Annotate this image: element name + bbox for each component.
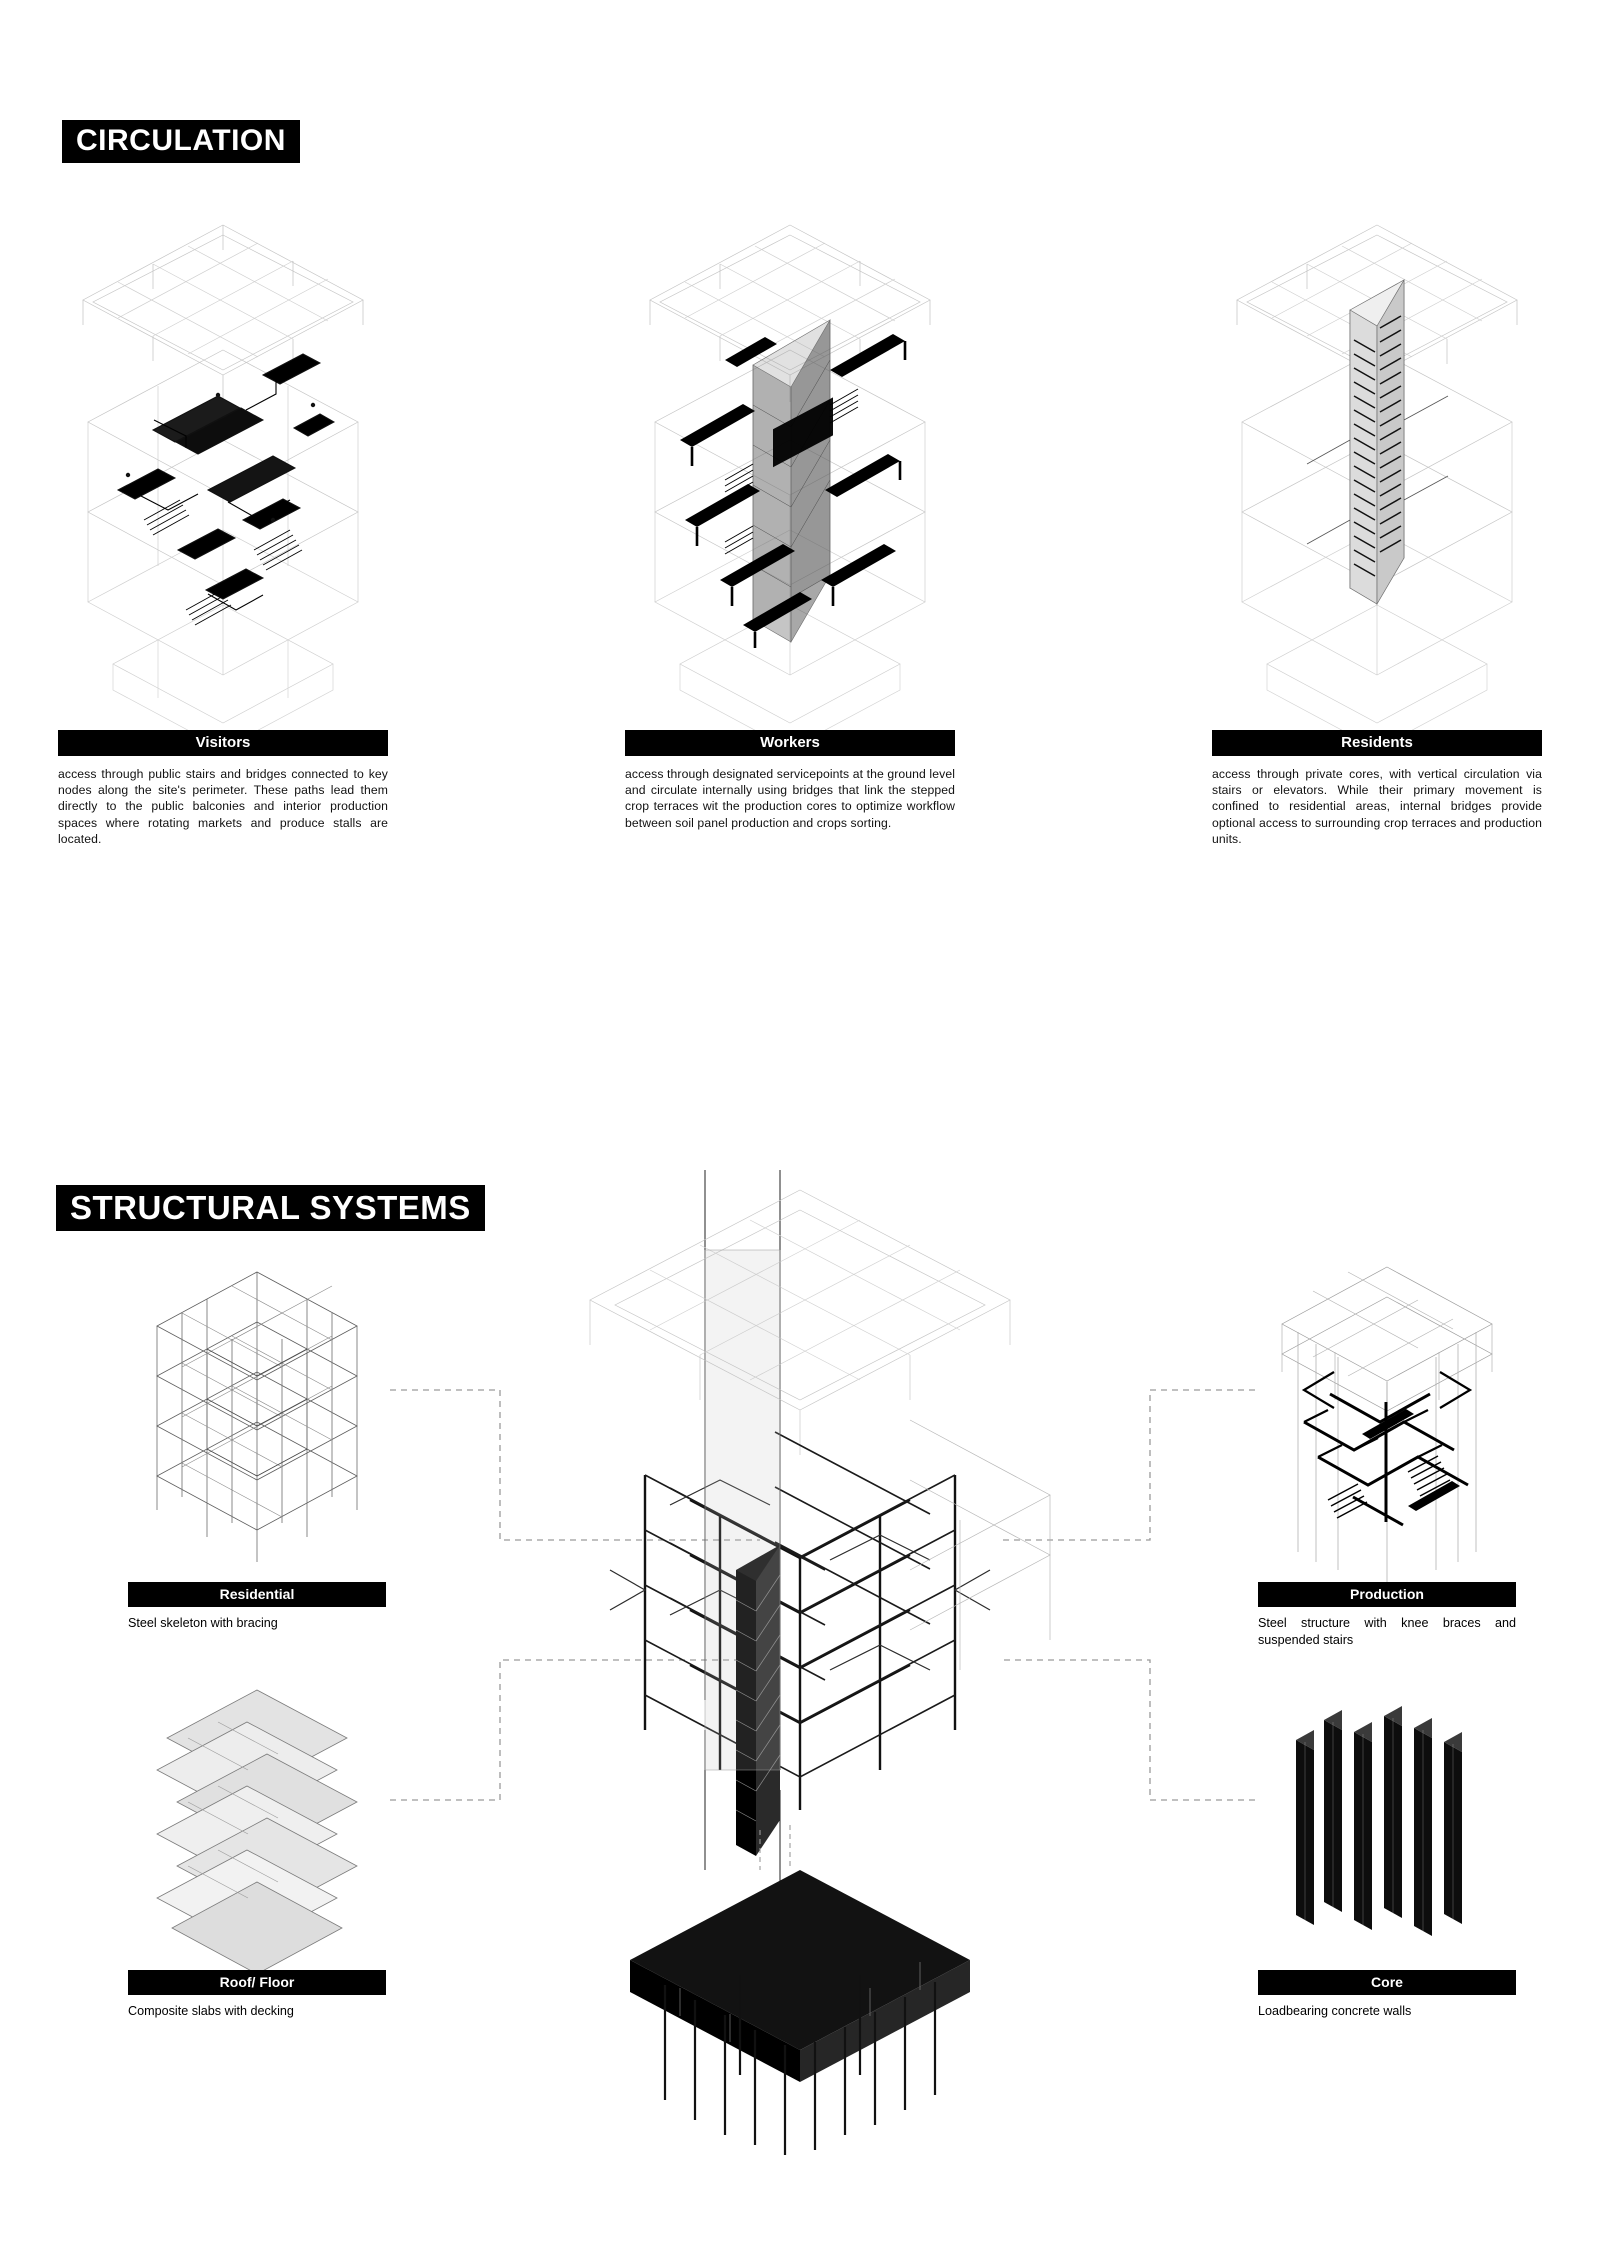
core-label: Core: [1258, 1970, 1516, 1995]
visitors-label: Visitors: [58, 730, 388, 756]
structural-item-core: [1258, 1680, 1516, 2020]
production-caption: Steel structure with knee braces and suspended stairs: [1258, 1616, 1516, 1647]
core-caption: Loadbearing concrete walls: [1258, 2004, 1412, 2018]
structural-item-roof-floor: [128, 1680, 386, 2020]
production-structure-diagram: [1258, 1252, 1516, 1582]
visitors-description: access through public stairs and bridges connected to key nodes along the site's perimeter. These paths lead them directly to the public balconies and interior production spaces where rotating markets and produce stalls are located.: [58, 767, 388, 846]
workers-description: access through designated servicepoints at the ground level and circulate internally using bridges that link the stepped crop terraces wit the production cores to optimize workflow between soil panel production and crops sorting.: [625, 767, 955, 830]
workers-axonometric-diagram: [625, 190, 955, 730]
structural-item-production: [1258, 1252, 1516, 1649]
circulation-column-residents: [1212, 190, 1542, 847]
structural-systems-area: [0, 1240, 1600, 2240]
production-label: Production: [1258, 1582, 1516, 1607]
visitors-axonometric-diagram: [58, 190, 388, 730]
circulation-row: [0, 190, 1600, 990]
residential-label: Residential: [128, 1582, 386, 1607]
residential-structure-diagram: [128, 1252, 386, 1582]
residents-axonometric-diagram: [1212, 190, 1542, 730]
structural-systems-section-title: STRUCTURAL SYSTEMS: [56, 1185, 485, 1231]
workers-label: Workers: [625, 730, 955, 756]
roof-floor-structure-diagram: [128, 1680, 386, 1970]
residents-description: access through private cores, with vertical circulation via stairs or elevators. While their primary movement is confined to residential areas, internal bridges provide optional access to surrounding crop terraces and production units.: [1212, 767, 1542, 846]
structural-item-residential: [128, 1252, 386, 1632]
circulation-section-title: CIRCULATION: [62, 120, 300, 163]
circulation-column-workers: [625, 190, 955, 831]
roof-floor-caption: Composite slabs with decking: [128, 2004, 294, 2018]
residents-label: Residents: [1212, 730, 1542, 756]
roof-floor-label: Roof/ Floor: [128, 1970, 386, 1995]
central-structural-axonometric: [490, 1170, 1110, 2170]
circulation-column-visitors: [58, 190, 388, 847]
residential-caption: Steel skeleton with bracing: [128, 1616, 278, 1630]
core-structure-diagram: [1258, 1680, 1516, 1970]
